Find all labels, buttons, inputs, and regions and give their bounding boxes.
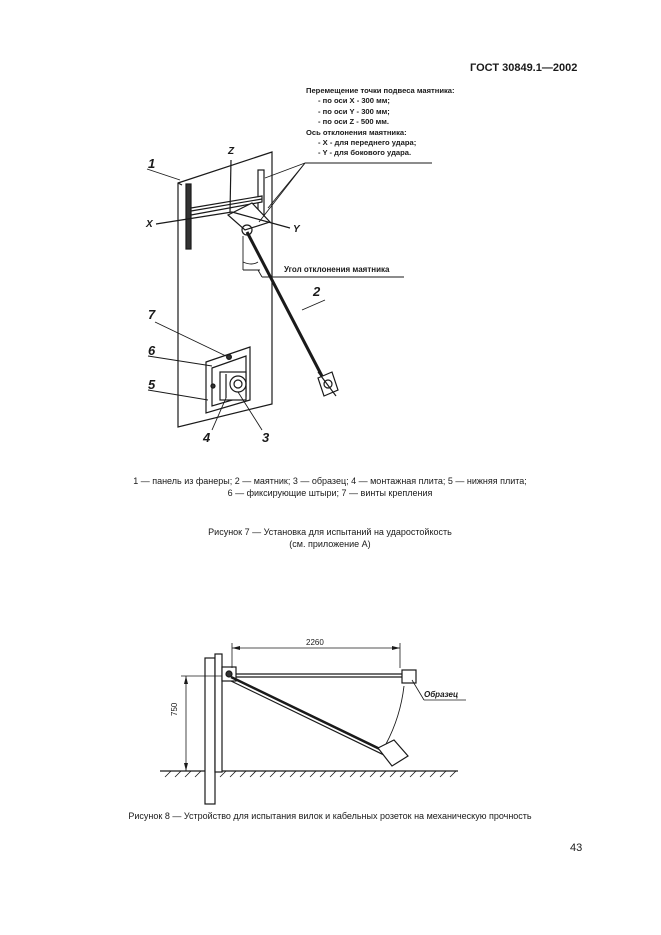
post-inner	[215, 654, 222, 772]
dimension-2260: 2260	[306, 638, 324, 647]
callout-5: 5	[148, 377, 156, 392]
annotation-line-y: - по оси Y - 300 мм;	[318, 106, 390, 116]
annotation-line-side: - Y - для бокового удара.	[318, 148, 412, 158]
dimension-750: 750	[170, 702, 179, 716]
figure8-caption: Рисунок 8 — Устройство для испытания вилок и кабельных розеток на механическую прочность	[128, 811, 532, 821]
pendulum-rod-fig8	[231, 677, 386, 752]
callout-4: 4	[203, 430, 211, 445]
sample-label: Образец	[424, 690, 459, 699]
callout-3: 3	[262, 430, 270, 445]
page-number: 43	[570, 842, 583, 854]
axis-x-label: X	[146, 219, 153, 230]
caption7-line-2: (см. приложение А)	[289, 539, 371, 549]
annotation-line-x: - по оси X - 300 мм;	[318, 96, 390, 106]
annotation-line-z: - по оси Z - 500 мм.	[318, 117, 390, 127]
annotation-title-axis: Ось отклонения маятника:	[306, 127, 407, 137]
pendulum-head-fig8	[378, 740, 408, 766]
document-code: ГОСТ 30849.1—2002	[470, 62, 578, 74]
swing-arc	[386, 686, 404, 744]
sample-block	[402, 670, 416, 683]
caption7-line-1: Рисунок 7 — Установка для испытаний на ударостойкость	[208, 527, 452, 537]
annotation-title-displacement: Перемещение точки подвеса маятника:	[306, 86, 455, 95]
callout-2: 2	[313, 284, 321, 299]
post	[205, 658, 215, 804]
callout-7: 7	[148, 307, 156, 322]
callout-1: 1	[148, 156, 156, 171]
annotation-line-front: - X - для переднего удара;	[318, 138, 417, 148]
deflection-angle-label: Угол отклонения маятника	[284, 265, 390, 274]
legend-line-2: 6 — фиксирующие штыри; 7 — винты крепления	[227, 488, 433, 498]
callout-6: 6	[148, 343, 156, 358]
legend-line-1: 1 — панель из фанеры; 2 — маятник; 3 — образец; 4 — монтажная плита; 5 — нижняя плита;	[133, 476, 527, 486]
axis-y-label: Y	[293, 224, 300, 235]
axis-z-label: Z	[228, 146, 235, 157]
